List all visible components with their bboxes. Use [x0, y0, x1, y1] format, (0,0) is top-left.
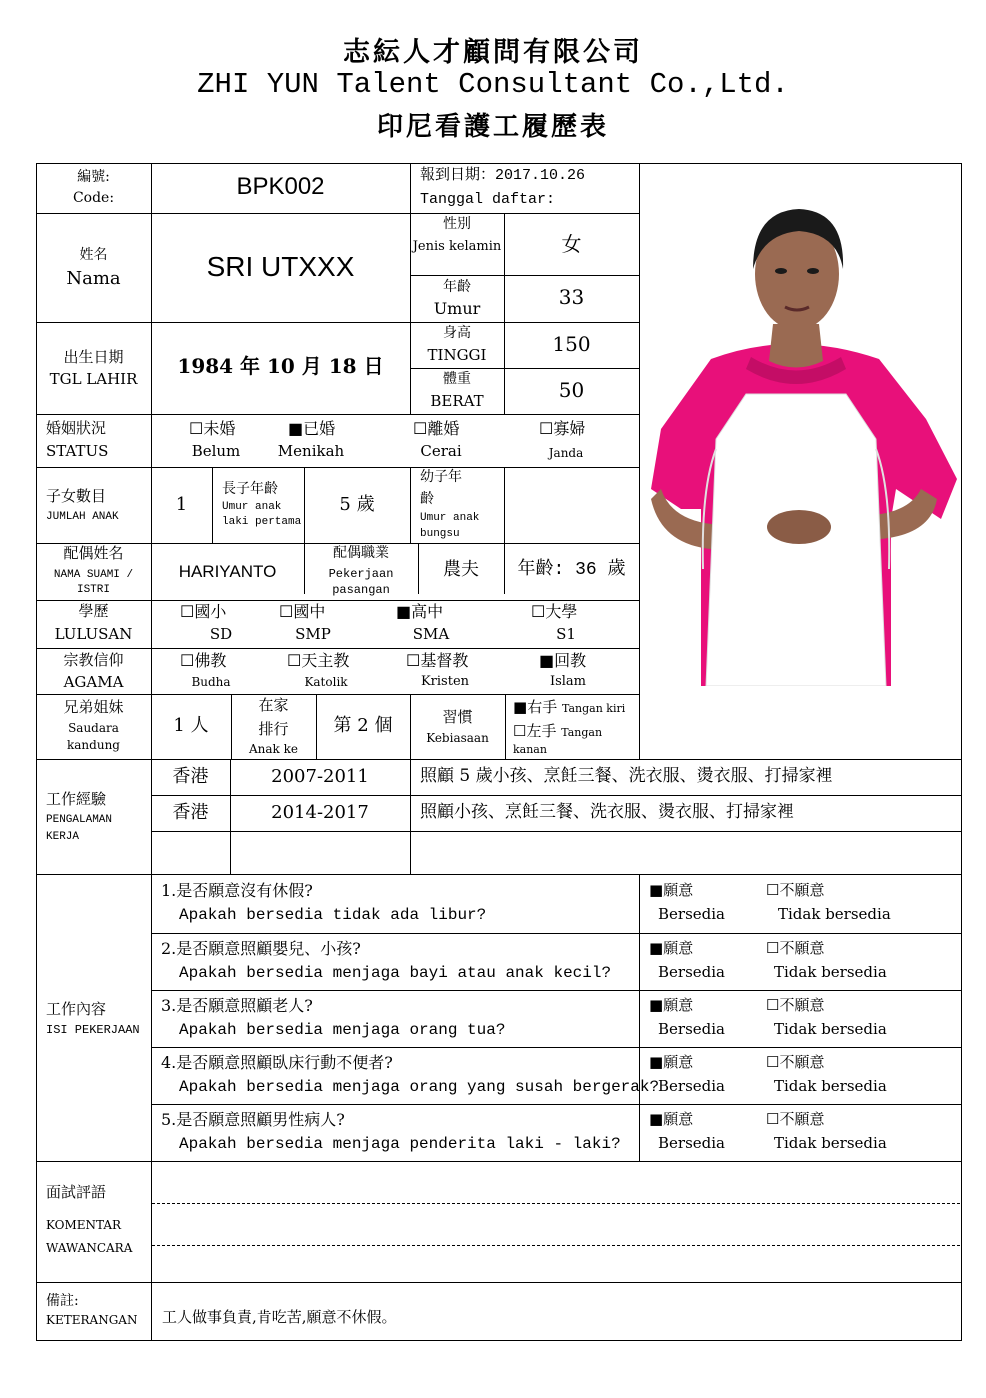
name-label-id: Nama: [66, 268, 121, 289]
spouse-job-label-id2: pasangan: [332, 583, 390, 597]
interview-comment-area[interactable]: [152, 1162, 960, 1282]
education-option-sma-id: SMA: [412, 625, 450, 643]
answer-no[interactable]: ☐不願意: [766, 1110, 825, 1128]
religion-option-budha-id: Budha: [191, 675, 231, 689]
habit-option-left-hand[interactable]: ☐左手 Tangan: [513, 722, 603, 740]
name-label-cn: 姓名: [79, 247, 108, 263]
remarks-label-id: KETERANGAN: [46, 1313, 138, 1327]
spouse-job-value: 農夫: [443, 559, 479, 580]
children-label-id: JUMLAH ANAK: [46, 511, 119, 523]
answer-no[interactable]: ☐不願意: [766, 939, 825, 957]
question-cn: 4.是否願意照顧臥床行動不便者?: [161, 1053, 393, 1072]
checkbox-empty-icon: ☐: [531, 602, 546, 621]
checkbox-empty-icon: ☐: [766, 939, 780, 957]
spouse-label-id1: NAMA SUAMI /: [53, 569, 134, 581]
answer-yes-id: Bersedia: [658, 963, 725, 981]
checkbox-empty-icon: ☐: [539, 419, 554, 438]
education-option-sd[interactable]: ☐國小: [180, 602, 227, 621]
checkbox-empty-icon: ☐: [766, 1053, 780, 1071]
birth-label-cn: 出生日期: [63, 348, 124, 366]
work-exp-label-id2: KERJA: [46, 831, 80, 843]
work-exp-label-cn: 工作經驗: [46, 790, 107, 808]
question-id: Apakah bersedia menjaga orang yang susah bergerak?: [179, 1078, 660, 1096]
answer-no[interactable]: ☐不願意: [766, 1053, 825, 1071]
marital-option-widowed[interactable]: ☐寡婦: [539, 419, 586, 438]
work-exp-label-id1: PENGALAMAN: [46, 814, 113, 826]
sibling-rank-label-cn1: 在家: [258, 696, 289, 714]
answer-yes[interactable]: ■願意: [649, 1110, 694, 1128]
sibling-rank-label-id: Anak ke: [248, 742, 298, 756]
answer-yes-id: Bersedia: [658, 1077, 725, 1095]
question-id: Apakah bersedia menjaga bayi atau anak kecil?: [179, 964, 612, 982]
religion-label-id: AGAMA: [63, 673, 124, 691]
checkbox-filled-icon: ■: [649, 1110, 664, 1128]
spouse-label-cn: 配偶姓名: [63, 544, 124, 562]
answer-no-id: Tidak bersedia: [774, 1020, 887, 1038]
gender-label-cn: 性別: [443, 216, 471, 232]
spouse-job-label-id1: Pekerjaan: [328, 567, 394, 581]
marital-option-single-id: Belum: [191, 442, 241, 460]
question-cn: 1.是否願意沒有休假?: [161, 881, 313, 900]
height-label-id: TINGGI: [427, 346, 487, 364]
work-exp-place: 香港: [172, 766, 209, 787]
answer-yes-id: Bersedia: [658, 1020, 725, 1038]
children-label-cn: 子女數目: [46, 487, 107, 505]
work-exp-years: 2007-2011: [271, 766, 369, 787]
answer-yes-id: Bersedia: [658, 1134, 725, 1152]
education-option-sd-id: SD: [209, 625, 233, 643]
siblings-count: 1 人: [173, 715, 209, 736]
youngest-age-label-id2: bungsu: [420, 528, 460, 540]
marital-option-married[interactable]: ■已婚: [288, 419, 336, 438]
question-id: Apakah bersedia tidak ada libur?: [179, 906, 487, 924]
birth-value: 1984 年 10 月 18 日: [177, 354, 384, 378]
checkbox-filled-icon: ■: [288, 419, 304, 438]
question-id: Apakah bersedia menjaga orang tua?: [179, 1021, 506, 1039]
religion-option-katolik[interactable]: ☐天主教: [287, 651, 350, 670]
siblings-label-cn: 兄弟姐妹: [63, 698, 124, 716]
habit-label-id: Kebiasaan: [426, 731, 489, 745]
checkbox-filled-icon: ■: [649, 996, 664, 1014]
interview-label-cn: 面試評語: [46, 1183, 107, 1201]
education-label-cn: 學歷: [78, 602, 109, 620]
religion-option-islam-id: Islam: [549, 674, 587, 689]
answer-yes[interactable]: ■願意: [649, 881, 694, 899]
youngest-age-label-cn2: 齡: [420, 491, 434, 507]
spouse-name-value: HARIYANTO: [178, 562, 277, 581]
name-value: SRI UTXXX: [206, 251, 355, 282]
age-label-cn: 年齡: [443, 279, 471, 295]
marital-option-married-id: Menikah: [277, 442, 345, 460]
answer-no-id: Tidak bersedia: [774, 1134, 887, 1152]
habit-option-left-hand-id: kanan: [513, 743, 547, 756]
answer-yes[interactable]: ■願意: [649, 996, 694, 1014]
checkbox-empty-icon: ☐: [180, 651, 195, 670]
question-cn: 3.是否願意照顧老人?: [161, 996, 313, 1015]
spouse-age-value: 年齡: 36 歲: [517, 560, 626, 580]
habit-label-cn: 習慣: [442, 708, 473, 726]
education-option-sma[interactable]: ■高中: [396, 602, 444, 621]
code-value: BPK002: [236, 173, 325, 200]
birth-label-id: TGL LAHIR: [49, 370, 138, 388]
work-exp-years: 2014-2017: [271, 802, 369, 823]
youngest-age-label-cn1: 幼子年: [420, 469, 462, 485]
answer-yes[interactable]: ■願意: [649, 939, 694, 957]
question-id: Apakah bersedia menjaga penderita laki - laki?: [179, 1135, 621, 1153]
question-cn: 2.是否願意照顧嬰兒、小孩?: [161, 939, 361, 958]
checkbox-empty-icon: ☐: [513, 722, 527, 740]
children-count: 1: [175, 494, 188, 515]
company-name-cn: 志紜人才顧問有限公司: [343, 37, 643, 68]
age-label-id: Umur: [433, 299, 481, 318]
answer-no-id: Tidak bersedia: [778, 905, 891, 923]
answer-no-id: Tidak bersedia: [774, 963, 887, 981]
form-title: 印尼看護工履歷表: [376, 112, 609, 142]
marital-option-divorced-id: Cerai: [420, 442, 462, 460]
checkbox-empty-icon: ☐: [180, 602, 195, 621]
work-exp-place: 香港: [172, 802, 209, 823]
question-cn: 5.是否願意照顧男性病人?: [161, 1110, 345, 1129]
resume-form: [36, 163, 962, 1341]
applicant-photo: [641, 189, 957, 686]
religion-option-islam[interactable]: ■回教: [539, 651, 587, 670]
education-option-s1[interactable]: ☐大學: [531, 602, 578, 621]
checkbox-empty-icon: ☐: [766, 996, 780, 1014]
marital-option-widowed-id: Janda: [548, 446, 584, 460]
height-label-cn: 身高: [443, 325, 471, 341]
youngest-age-label-id1: Umur anak: [420, 512, 480, 524]
checkbox-empty-icon: ☐: [766, 881, 780, 899]
education-label-id: LULUSAN: [54, 625, 133, 643]
weight-label-id: BERAT: [430, 392, 484, 410]
answer-no[interactable]: ☐不願意: [766, 881, 825, 899]
code-label-cn: 編號:: [77, 169, 110, 185]
gender-value: 女: [561, 232, 582, 256]
interview-label-id2: WAWANCARA: [46, 1241, 133, 1255]
code-label-id: Code:: [72, 190, 115, 206]
religion-label-cn: 宗教信仰: [63, 651, 124, 669]
interview-label-id1: KOMENTAR: [46, 1218, 122, 1232]
remarks-value: 工人做事負責,肯吃苦,願意不休假。: [162, 1308, 397, 1326]
religion-option-kristen[interactable]: ☐基督教: [406, 651, 469, 670]
eldest-age-label-id1: Umur anak: [222, 501, 282, 513]
checkbox-filled-icon: ■: [649, 1053, 664, 1071]
religion-option-katolik-id: Katolik: [304, 675, 348, 689]
education-option-smp[interactable]: ☐國中: [279, 602, 326, 621]
eldest-age-value: 5 歲: [339, 494, 375, 515]
weight-label-cn: 體重: [443, 371, 471, 387]
sibling-rank-value: 第 2 個: [333, 715, 393, 736]
education-option-smp-id: SMP: [295, 625, 331, 643]
checkbox-filled-icon: ■: [649, 881, 664, 899]
checkbox-empty-icon: ☐: [413, 419, 428, 438]
religion-option-budha[interactable]: ☐佛教: [180, 651, 227, 670]
marital-option-divorced[interactable]: ☐離婚: [413, 419, 460, 438]
age-value: 33: [558, 285, 585, 309]
company-name-en: ZHI YUN Talent Consultant Co.,Ltd.: [197, 68, 789, 101]
checkbox-filled-icon: ■: [649, 939, 664, 957]
checkbox-empty-icon: ☐: [189, 419, 204, 438]
checkbox-filled-icon: ■: [513, 698, 528, 716]
marital-label-cn: 婚姻狀況: [46, 419, 107, 437]
job-content-label-id: ISI PEKERJAAN: [46, 1023, 140, 1037]
height-value: 150: [552, 332, 591, 356]
eldest-age-label-cn: 長子年齡: [222, 481, 278, 497]
work-exp-desc: 照顧 5 歲小孩、烹飪三餐、洗衣服、燙衣服、打掃家裡: [420, 766, 833, 786]
remarks-label-cn: 備註:: [46, 1293, 79, 1309]
report-date-label-cn: 報到日期：2017.10.26: [420, 167, 586, 184]
checkbox-empty-icon: ☐: [287, 651, 302, 670]
answer-yes[interactable]: ■願意: [649, 1053, 694, 1071]
report-date-label-id: Tanggal daftar:: [420, 191, 556, 208]
marital-option-single[interactable]: ☐未婚: [189, 419, 236, 438]
work-exp-desc: 照顧小孩、烹飪三餐、洗衣服、燙衣服、打掃家裡: [420, 802, 794, 822]
checkbox-filled-icon: ■: [539, 651, 555, 670]
siblings-label-id1: Saudara: [68, 721, 119, 735]
checkbox-filled-icon: ■: [396, 602, 412, 621]
eldest-age-label-id2: laki pertama: [222, 516, 302, 528]
checkbox-empty-icon: ☐: [279, 602, 294, 621]
spouse-label-id2: ISTRI: [76, 584, 110, 596]
marital-label-id: STATUS: [46, 442, 109, 460]
habit-option-right-hand[interactable]: ■右手 Tangan kiri: [513, 698, 626, 716]
education-option-s1-id: S1: [556, 625, 576, 643]
siblings-label-id2: kandung: [67, 738, 120, 752]
answer-no-id: Tidak bersedia: [774, 1077, 887, 1095]
spouse-job-label-cn: 配偶職業: [333, 545, 389, 561]
job-content-label-cn: 工作內容: [46, 1000, 107, 1018]
answer-no[interactable]: ☐不願意: [766, 996, 825, 1014]
checkbox-empty-icon: ☐: [766, 1110, 780, 1128]
checkbox-empty-icon: ☐: [406, 651, 421, 670]
weight-value: 50: [558, 378, 585, 402]
answer-yes-id: Bersedia: [658, 905, 725, 923]
religion-option-kristen-id: Kristen: [420, 674, 470, 689]
sibling-rank-label-cn2: 排行: [258, 720, 289, 738]
gender-label-id: Jenis kelamin: [412, 239, 502, 254]
